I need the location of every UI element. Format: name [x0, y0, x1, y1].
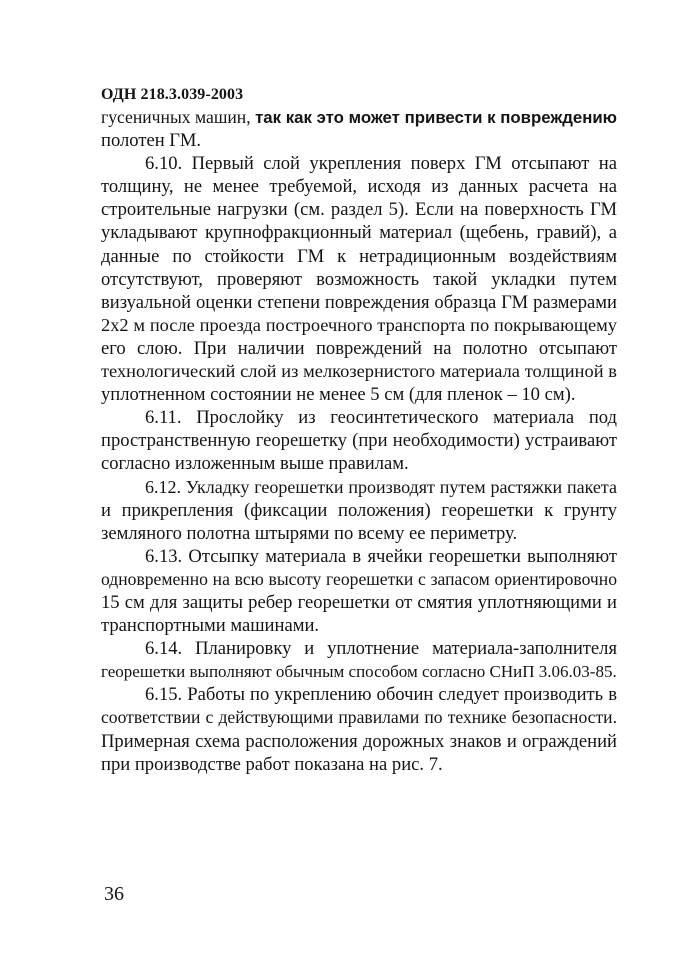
paragraph-line: 6.13. Отсыпку материала в ячейки георешетки выполняют [145, 545, 617, 567]
paragraph-line: земляного полотна штырями по всему ее периметру. [101, 522, 518, 544]
paragraph-line: 6.15. Работы по укреплению обочин следует производить в [145, 684, 617, 706]
paragraph-line: 6.10. Первый слой укрепления поверх ГМ отсыпают на [145, 153, 617, 175]
paragraph-line: при производстве работ показана на рис. 7. [101, 753, 443, 775]
continuation-normal-text: гусеничных машин, [101, 107, 256, 127]
paragraph-line: его слою. При наличии повреждений на полотно отсыпают [101, 337, 617, 359]
paragraph-line: 15 см для защиты ребер георешетки от смятия уплотняющими и [101, 591, 617, 613]
paragraph-line: Примерная схема расположения дорожных знаков и ограждений [101, 730, 617, 752]
paragraph-line: толщину, не менее требуемой, исходя из данных расчета на [101, 176, 617, 198]
paragraph-6-13 [101, 545, 617, 637]
paragraph-line: георешетки выполняют обычным способом согласно СНиП 3.06.03-85. [101, 662, 617, 682]
document-code: ОДН 218.3.039-2003 [101, 86, 244, 103]
paragraph-line: пространственную георешетку (при необходимости) устраивают [101, 430, 617, 452]
page-number: 36 [104, 883, 124, 905]
paragraph-6-10 [101, 152, 617, 406]
paragraph-line: и прикрепления (фиксации положения) георешетки к грунту [101, 499, 617, 521]
paragraph-line: одновременно на всю высоту георешетки с запасом ориентировочно [101, 568, 617, 589]
paragraph-line: 2x2 м после проезда построечного транспорта по покрывающему [101, 314, 617, 335]
paragraph-6-11 [101, 406, 617, 475]
paragraph-line: транспортными машинами. [101, 615, 320, 637]
paragraph-line: соответствии с действующими правилами по технике безопасности. [101, 707, 617, 728]
paragraph-line: 6.12. Укладку георешетки производят путем растяжки пакета [145, 476, 617, 497]
paragraph-6-14 [101, 637, 617, 683]
paragraph-line: уплотненном состоянии не менее 5 см (для пленок – 10 см). [101, 384, 576, 406]
paragraph-6-12 [101, 476, 617, 545]
body-text [101, 106, 617, 776]
continuation-line-2: полотен ГМ. [101, 130, 201, 152]
continuation-bold-text: так как это может привести к повреждению [255, 108, 617, 127]
paragraph-line: строительные нагрузки (см. раздел 5). Если на поверхность ГМ [101, 199, 617, 221]
paragraph-line: 6.11. Прослойку из геосинтетического материала под [145, 407, 617, 429]
paragraph-line: визуальной оценки степени повреждения образца ГМ размерами [101, 291, 617, 313]
paragraph-line: 6.14. Планировку и уплотнение материала-заполнителя [145, 638, 617, 660]
paragraph-6-15 [101, 683, 617, 775]
paragraph-line: согласно изложенным выше правилам. [101, 453, 409, 475]
paragraph-line: технологический слой из мелкозернистого материала толщиной в [101, 361, 617, 382]
paragraph-line: укладывают крупнофракционный материал (щебень, гравий), а [101, 222, 617, 244]
continuation-line-1 [101, 106, 617, 129]
paragraph-line: данные по стойкости ГМ к нетрадиционным воздействиям [101, 245, 617, 267]
paragraph-line: отсутствуют, проверяют возможность такой укладки путем [101, 268, 617, 290]
